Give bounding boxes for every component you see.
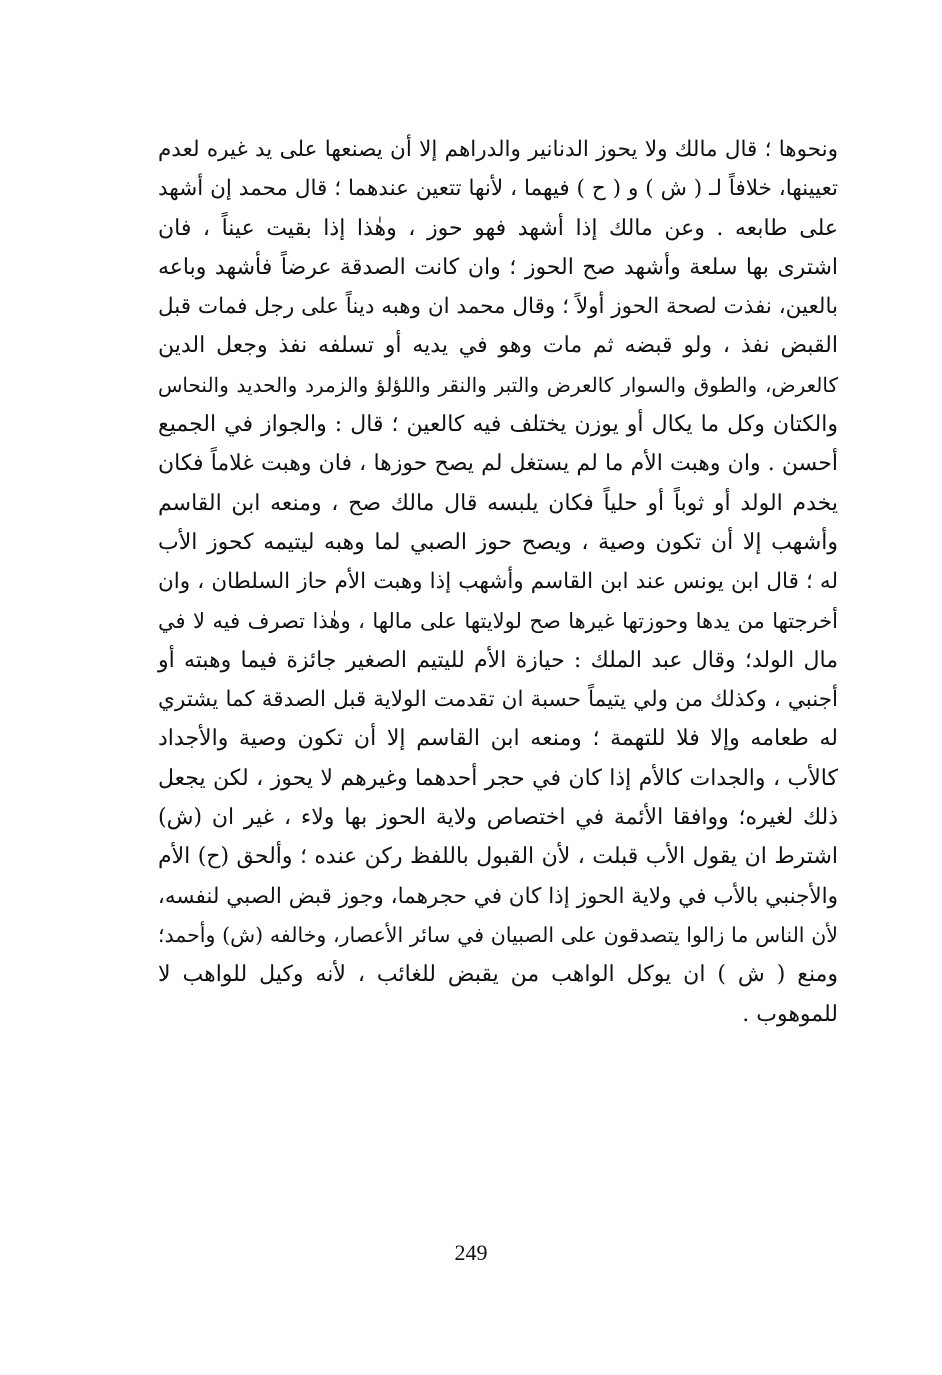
text-line: لأن الناس ما زالوا يتصدقون على الصبيان في سائر الأعصار، وخالفه (ش) وأحمد؛ — [158, 922, 838, 947]
text-line: أحسن . وان وهبت الأم ما لم يستغل لم يصح حوزها ، فان وهبت غلاماً فكان — [158, 451, 838, 477]
text-line: كالعرض، والطوق والسوار كالعرض والتبر والنقر واللؤلؤ والزمرد والحديد والنحاس — [158, 372, 838, 397]
body-text — [158, 130, 838, 1034]
text-line: اشترط ان يقول الأب قبلت ، لأن القبول باللفظ ركن عنده ؛ وألحق (ح) الأم — [158, 844, 838, 870]
text-line: والأجنبي بالأب في ولاية الحوز إذا كان في حجرهما، وجوز قبض الصبي لنفسه، — [157, 883, 838, 909]
text-line: بالعين، نفذت لصحة الحوز أولاً ؛ وقال محمد ان وهبه ديناً على رجل فمات قبل — [158, 294, 838, 320]
text-line: ومنع ( ش ) ان يوكل الواهب من يقبض للغائب ، لأنه وكيل للواهب لا — [158, 962, 838, 988]
text-line: وأشهب إلا أن تكون وصية ، ويصح حوز الصبي لما وهبه ليتيمه كحوز الأب — [158, 529, 838, 555]
text-line: له ؛ قال ابن يونس عند ابن القاسم وأشهب إذا وهبت الأم حاز السلطان ، وان — [158, 569, 838, 595]
text-line: أجنبي ، وكذلك من ولي يتيماً حسبة ان تقدمت الولاية قبل الصدقة كما يشتري — [158, 687, 838, 713]
text-line: ونحوها ؛ قال مالك ولا يحوز الدنانير والدراهم إلا أن يصنعها على يد غيره لعدم — [158, 137, 838, 162]
text-line: تعيينها، خلافاً لـ ( ش ) و ( ح ) فيهما ، لأنها تتعين عندهما ؛ قال محمد إن أشهد — [158, 176, 838, 202]
text-line: كالأب ، والجدات كالأم إذا كان في حجر أحدهما وغيرهم لا يحوز ، لكن يجعل — [158, 765, 838, 791]
text-line: على طابعه . وعن مالك إذا أشهد فهو حوز ، وهٰذا إذا بقيت عيناً ، فان — [158, 215, 838, 241]
text-line: ذلك لغيره؛ ووافقا الأئمة في اختصاص ولاية الحوز بها ولاء ، غير ان (ش) — [158, 805, 838, 831]
text-line: مال الولد؛ وقال عبد الملك : حيازة الأم لليتيم الصغير جائزة فيما وهبته أو — [158, 647, 838, 673]
text-line: اشترى بها سلعة وأشهد صح الحوز ؛ وان كانت الصدقة عرضاً فأشهد وباعه — [158, 254, 838, 280]
text-line: له طعامه وإلا فلا للتهمة ؛ ومنعه ابن القاسم إلا أن تكون وصية والأجداد — [158, 726, 838, 752]
text-line: للموهوب . — [742, 1001, 838, 1027]
text-line: أخرجتها من يدها وحوزتها غيرها صح لولايتها على مالها ، وهٰذا تصرف فيه لا في — [158, 608, 838, 633]
text-line: يخدم الولد أو ثوباً أو حلياً فكان يلبسه قال مالك صح ، ومنعه ابن القاسم — [158, 490, 838, 516]
text-line: القبض نفذ ، ولو قبضه ثم مات وهو في يديه أو تسلفه نفذ وجعل الدين — [158, 333, 838, 359]
text-line: والكتان وكل ما يكال أو يوزن يختلف فيه كالعين ؛ قال : والجواز في الجميع — [158, 412, 838, 438]
page-number: 249 — [454, 1240, 488, 1265]
